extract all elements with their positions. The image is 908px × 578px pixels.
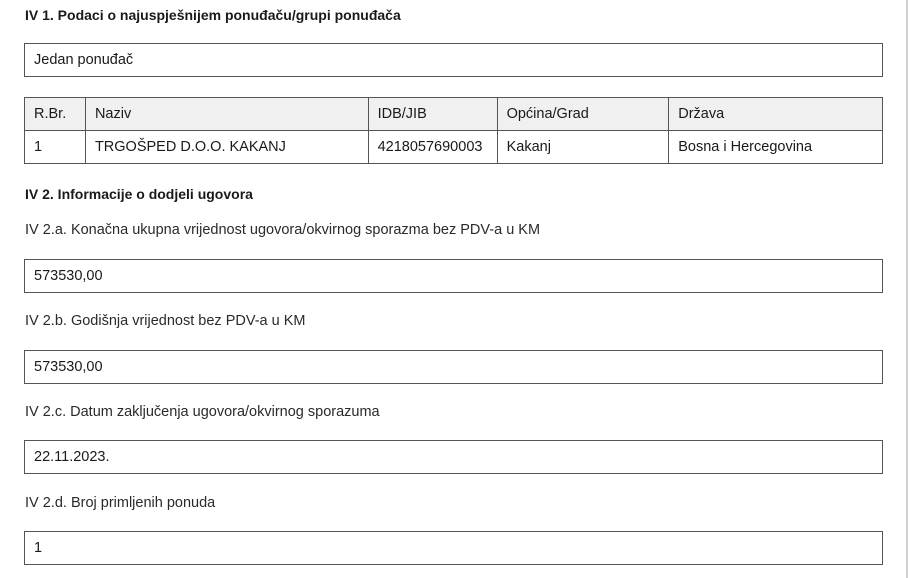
section-iv2-heading: IV 2. Informacije o dodjeli ugovora: [25, 186, 253, 202]
field-value-iv2d: 1: [34, 540, 43, 556]
cell-naziv: TRGOŠPED D.O.O. KAKANJ: [85, 131, 368, 164]
field-iv2c-contract-date: [24, 440, 883, 474]
field-label-iv2d: IV 2.d. Broj primljenih ponuda: [25, 495, 216, 511]
column-header-naziv: Naziv: [85, 98, 368, 131]
field-iv2b-annual-value: [24, 350, 883, 384]
field-value-iv2c: 22.11.2023.: [34, 449, 110, 465]
bidder-type-value: Jedan ponuđač: [34, 52, 134, 68]
table-row: [25, 131, 883, 164]
field-iv2d-offers-received: [24, 531, 883, 565]
cell-drzava: Bosna i Hercegovina: [669, 131, 883, 164]
column-header-idb-jib: IDB/JIB: [368, 98, 497, 131]
field-label-iv2c: IV 2.c. Datum zaključenja ugovora/okvirnog sporazuma: [25, 404, 380, 420]
field-label-iv2a: IV 2.a. Konačna ukupna vrijednost ugovora/okvirnog sporazma bez PDV-a u KM: [25, 222, 541, 238]
table-header-row: [25, 98, 883, 131]
column-header-opcina-grad: Općina/Grad: [497, 98, 669, 131]
cell-opcina-grad: Kakanj: [497, 131, 669, 164]
field-value-iv2b: 573530,00: [34, 359, 103, 375]
field-value-iv2a: 573530,00: [34, 268, 103, 284]
field-label-iv2b: IV 2.b. Godišnja vrijednost bez PDV-a u KM: [25, 313, 306, 329]
column-header-drzava: Država: [669, 98, 883, 131]
cell-idb-jib: 4218057690003: [368, 131, 497, 164]
cell-rbr: 1: [25, 131, 86, 164]
bidders-table: [24, 97, 883, 164]
field-iv2a-total-value: [24, 259, 883, 293]
column-header-rbr: R.Br.: [25, 98, 86, 131]
section-iv1-heading: IV 1. Podaci o najuspješnijem ponuđaču/grupi ponuđača: [25, 7, 401, 23]
bidder-type-field: [24, 43, 883, 77]
